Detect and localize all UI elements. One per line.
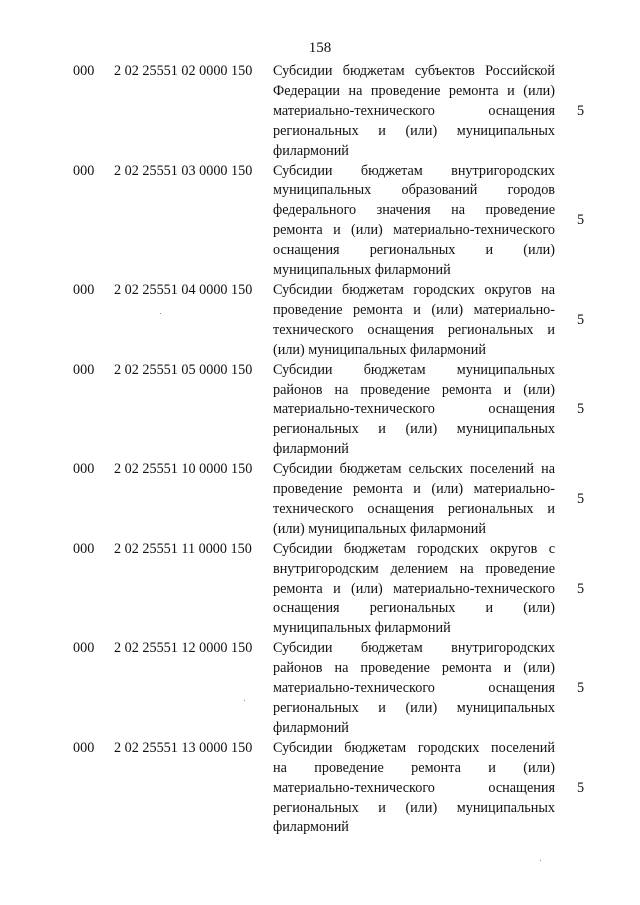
income-name-line: филармоний	[273, 719, 349, 736]
income-name-line: технического оснащения региональных и	[273, 500, 555, 517]
budget-code-cell: 2 02 25551 04 0000 150	[114, 281, 253, 298]
income-name-line: (или) муниципальных филармоний	[273, 520, 486, 537]
table-row	[0, 162, 640, 281]
page-number: 158	[308, 40, 332, 56]
income-name-line: материально-технического оснащения	[273, 401, 555, 418]
income-name-line: федерального значения на проведение	[273, 202, 555, 219]
income-name-line: Субсидии бюджетам сельских поселений на	[273, 461, 555, 478]
scan-speck	[540, 860, 541, 861]
amount-cell: 5	[577, 779, 585, 796]
income-name-line: Субсидии бюджетам городских округов на	[273, 281, 555, 298]
scan-speck	[160, 313, 161, 314]
income-name-line: проведение ремонта и (или) материально-	[273, 301, 555, 318]
income-name-line: муниципальных филармоний	[273, 262, 451, 279]
table-row	[0, 62, 640, 162]
budget-code-cell: 2 02 25551 05 0000 150	[114, 361, 253, 378]
income-name-line: оснащения региональных и (или)	[273, 600, 555, 617]
budget-code-cell: 2 02 25551 03 0000 150	[114, 162, 253, 179]
income-name-line: (или) муниципальных филармоний	[273, 341, 486, 358]
income-name-line: районов на проведение ремонта и (или)	[273, 381, 555, 398]
table-row	[0, 361, 640, 461]
amount-cell: 5	[577, 311, 585, 328]
admin-code-cell: 000	[73, 461, 95, 478]
income-name-line: районов на проведение ремонта и (или)	[273, 660, 555, 677]
income-name-cell	[273, 639, 555, 739]
income-name-cell	[273, 540, 555, 640]
income-name-line: региональных и (или) муниципальных	[273, 122, 555, 139]
income-name-line: материально-технического оснащения	[273, 680, 555, 697]
income-name-cell	[273, 739, 555, 839]
income-name-line: технического оснащения региональных и	[273, 321, 555, 338]
budget-code-table	[0, 62, 640, 838]
amount-cell: 5	[577, 102, 585, 119]
income-name-cell	[273, 281, 555, 361]
income-name-line: Субсидии бюджетам городских поселений	[273, 739, 555, 756]
scan-speck	[244, 700, 245, 701]
admin-code-cell: 000	[73, 63, 95, 79]
income-name-line: Субсидии бюджетам субъектов Российской	[273, 63, 555, 79]
table-row	[0, 639, 640, 739]
income-name-line: региональных и (или) муниципальных	[273, 421, 555, 438]
income-name-cell	[273, 460, 555, 540]
admin-code-cell: 000	[73, 281, 95, 298]
income-name-cell	[273, 162, 555, 281]
income-name-line: Субсидии бюджетам муниципальных	[273, 361, 555, 378]
income-name-line: Федерации на проведение ремонта и (или)	[273, 82, 555, 99]
admin-code-cell: 000	[73, 162, 95, 179]
income-name-line: региональных и (или) муниципальных	[273, 700, 555, 716]
amount-cell: 5	[577, 401, 585, 418]
amount-cell: 5	[577, 212, 585, 229]
income-name-line: муниципальных филармоний	[273, 620, 451, 637]
amount-cell: 5	[577, 580, 585, 597]
amount-cell: 5	[577, 490, 585, 507]
budget-code-cell: 2 02 25551 10 0000 150	[114, 461, 253, 478]
income-name-line: Субсидии бюджетам городских округов с	[273, 540, 555, 557]
income-name-line: филармоний	[273, 142, 349, 159]
budget-code-cell: 2 02 25551 11 0000 150	[114, 540, 252, 557]
admin-code-cell: 000	[73, 739, 95, 756]
income-name-line: материально-технического оснащения	[273, 102, 555, 119]
income-name-cell	[273, 62, 555, 162]
admin-code-cell: 000	[73, 540, 95, 557]
income-name-line: на проведение ремонта и (или)	[273, 759, 555, 776]
income-name-line: внутригородским делением на проведение	[273, 560, 555, 577]
table-row	[0, 739, 640, 839]
income-name-line: оснащения региональных и (или)	[273, 242, 555, 259]
income-name-line: региональных и (или) муниципальных	[273, 799, 555, 816]
table-row	[0, 460, 640, 540]
budget-code-cell: 2 02 25551 02 0000 150	[114, 63, 253, 79]
income-name-line: проведение ремонта и (или) материально-	[273, 481, 555, 498]
income-name-line: материально-технического оснащения	[273, 779, 555, 796]
budget-code-cell: 2 02 25551 12 0000 150	[114, 640, 253, 657]
income-name-line: ремонта и (или) материально-технического	[273, 580, 555, 597]
admin-code-cell: 000	[73, 640, 95, 657]
income-name-line: Субсидии бюджетам внутригородских	[273, 162, 555, 179]
admin-code-cell: 000	[73, 361, 95, 378]
income-name-line: муниципальных образований городов	[273, 182, 555, 199]
income-name-line: филармоний	[273, 441, 349, 458]
income-name-line: филармоний	[273, 819, 349, 836]
income-name-line: ремонта и (или) материально-технического	[273, 222, 555, 239]
income-name-line: Субсидии бюджетам внутригородских	[273, 640, 555, 657]
table-row	[0, 540, 640, 640]
table-row	[0, 281, 640, 361]
budget-code-cell: 2 02 25551 13 0000 150	[114, 739, 253, 756]
income-name-cell	[273, 361, 555, 461]
amount-cell: 5	[577, 680, 585, 697]
